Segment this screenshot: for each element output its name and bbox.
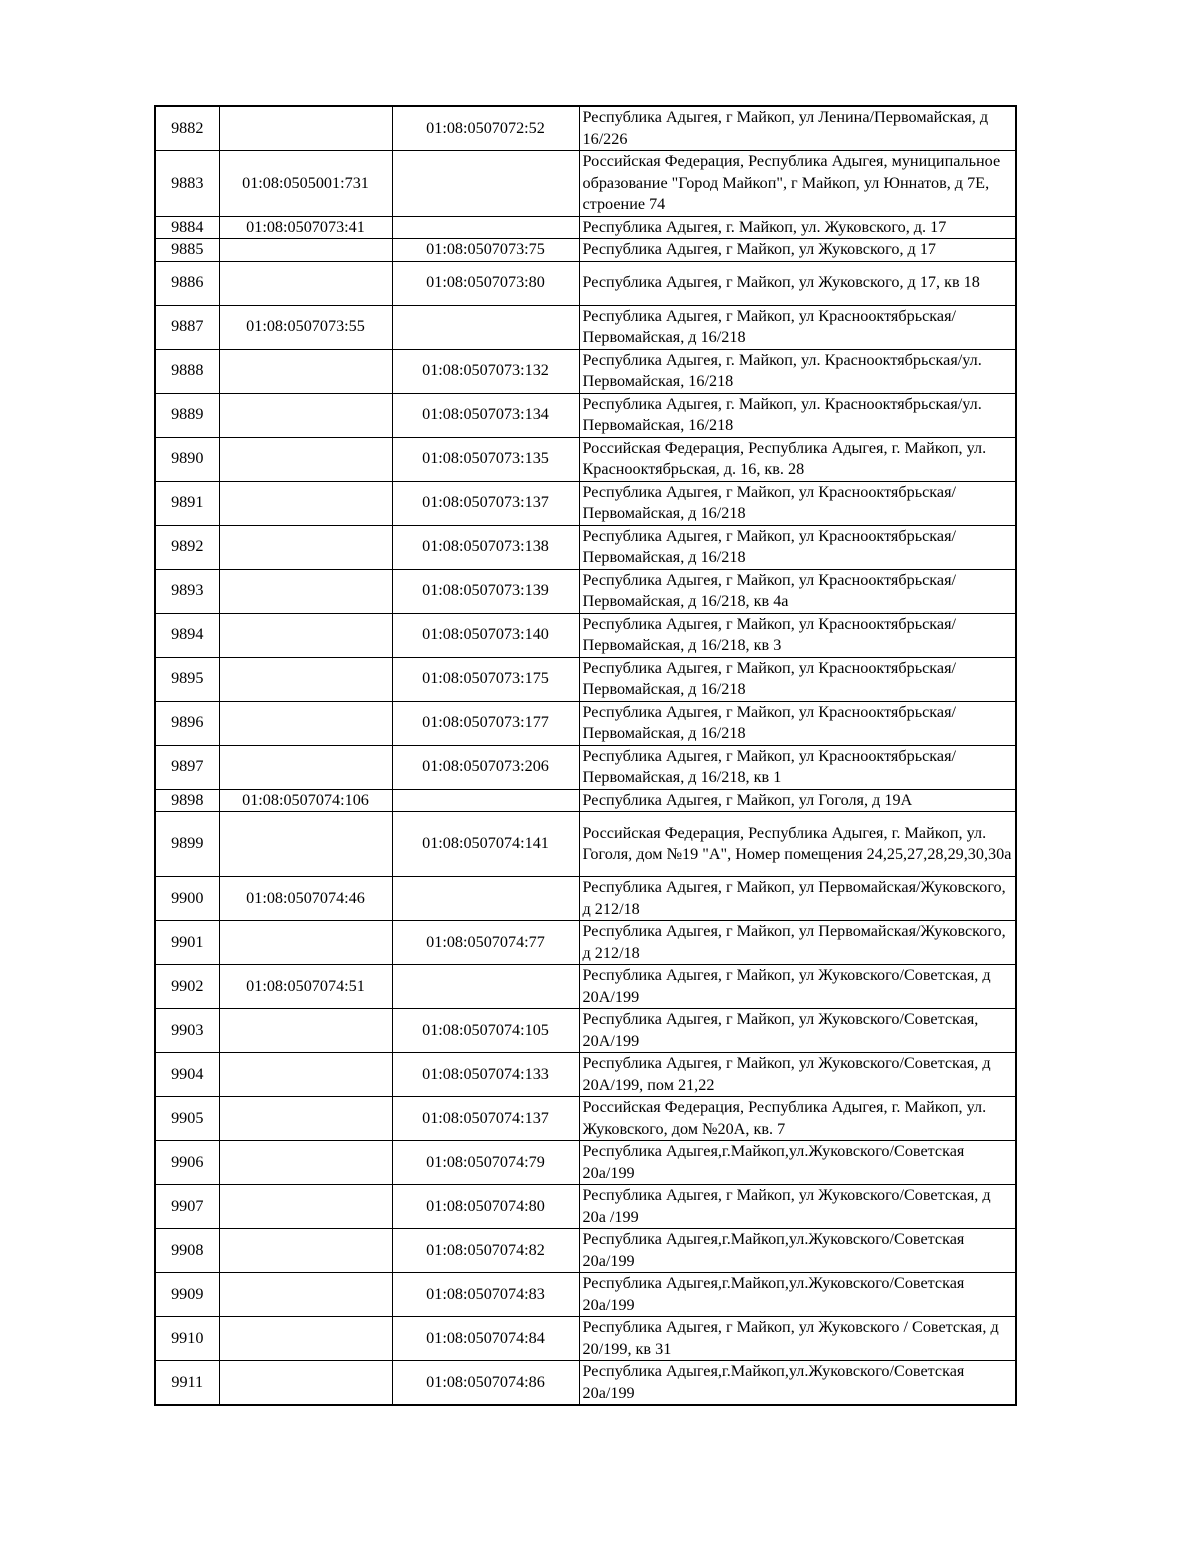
parcel-cadastral-number-cell: [219, 1097, 392, 1141]
table-row: [155, 569, 1016, 613]
parcel-cadastral-number-cell: 01:08:0507074:46: [219, 877, 392, 921]
object-cadastral-number-cell: [392, 151, 579, 217]
table-row: [155, 745, 1016, 789]
table-row: [155, 1317, 1016, 1361]
registry-table: [154, 105, 1017, 1406]
record-number-cell: 9890: [155, 437, 219, 481]
table-row: [155, 1361, 1016, 1406]
record-number-cell: 9894: [155, 613, 219, 657]
address-cell: Республика Адыгея, г Майкоп, ул Ленина/Первомайская, д 16/226: [579, 106, 1016, 151]
table-row: [155, 789, 1016, 812]
address-cell: Республика Адыгея, г Майкоп, ул Краснооктябрьская/Первомайская, д 16/218: [579, 481, 1016, 525]
address-cell: Республика Адыгея, г Майкоп, ул Краснооктябрьская/Первомайская, д 16/218: [579, 525, 1016, 569]
table-row: [155, 701, 1016, 745]
object-cadastral-number-cell: [392, 305, 579, 349]
record-number-cell: 9911: [155, 1361, 219, 1406]
record-number-cell: 9905: [155, 1097, 219, 1141]
object-cadastral-number-cell: 01:08:0507073:206: [392, 745, 579, 789]
table-row: [155, 393, 1016, 437]
address-cell: Республика Адыгея,г.Майкоп,ул.Жуковского/Советская 20а/199: [579, 1229, 1016, 1273]
object-cadastral-number-cell: 01:08:0507073:137: [392, 481, 579, 525]
object-cadastral-number-cell: [392, 216, 579, 239]
table-row: [155, 1053, 1016, 1097]
object-cadastral-number-cell: 01:08:0507073:132: [392, 349, 579, 393]
object-cadastral-number-cell: 01:08:0507073:80: [392, 261, 579, 305]
object-cadastral-number-cell: 01:08:0507074:141: [392, 812, 579, 877]
address-cell: Республика Адыгея, г Майкоп, ул Гоголя, д 19А: [579, 789, 1016, 812]
record-number-cell: 9893: [155, 569, 219, 613]
table-row: [155, 1009, 1016, 1053]
record-number-cell: 9896: [155, 701, 219, 745]
address-cell: Республика Адыгея,г.Майкоп,ул.Жуковского/Советская 20а/199: [579, 1141, 1016, 1185]
address-cell: Республика Адыгея, г Майкоп, ул Краснооктябрьская/Первомайская, д 16/218: [579, 305, 1016, 349]
parcel-cadastral-number-cell: [219, 481, 392, 525]
parcel-cadastral-number-cell: [219, 745, 392, 789]
object-cadastral-number-cell: 01:08:0507074:133: [392, 1053, 579, 1097]
object-cadastral-number-cell: 01:08:0507073:75: [392, 239, 579, 262]
parcel-cadastral-number-cell: [219, 1317, 392, 1361]
parcel-cadastral-number-cell: [219, 1185, 392, 1229]
parcel-cadastral-number-cell: [219, 239, 392, 262]
record-number-cell: 9907: [155, 1185, 219, 1229]
address-cell: Республика Адыгея,г.Майкоп,ул.Жуковского/Советская 20а/199: [579, 1273, 1016, 1317]
object-cadastral-number-cell: 01:08:0507074:137: [392, 1097, 579, 1141]
object-cadastral-number-cell: 01:08:0507074:86: [392, 1361, 579, 1406]
registry-table-body: [155, 106, 1016, 1405]
record-number-cell: 9888: [155, 349, 219, 393]
record-number-cell: 9900: [155, 877, 219, 921]
address-cell: Республика Адыгея, г Майкоп, ул Краснооктябрьская/Первомайская, д 16/218, кв 4а: [579, 569, 1016, 613]
parcel-cadastral-number-cell: 01:08:0507074:51: [219, 965, 392, 1009]
record-number-cell: 9903: [155, 1009, 219, 1053]
table-row: [155, 437, 1016, 481]
table-row: [155, 151, 1016, 217]
address-cell: Российская Федерация, Республика Адыгея, муниципальное образование "Город Майкоп", г Майкоп, ул Юннатов, д 7Е, строение 74: [579, 151, 1016, 217]
address-cell: Республика Адыгея, г Майкоп, ул Краснооктябрьская/Первомайская, д 16/218: [579, 657, 1016, 701]
object-cadastral-number-cell: 01:08:0507074:83: [392, 1273, 579, 1317]
object-cadastral-number-cell: 01:08:0507072:52: [392, 106, 579, 151]
record-number-cell: 9887: [155, 305, 219, 349]
parcel-cadastral-number-cell: [219, 701, 392, 745]
object-cadastral-number-cell: [392, 877, 579, 921]
object-cadastral-number-cell: [392, 965, 579, 1009]
parcel-cadastral-number-cell: [219, 437, 392, 481]
address-cell: Республика Адыгея, г Майкоп, ул Краснооктябрьская/Первомайская, д 16/218: [579, 701, 1016, 745]
object-cadastral-number-cell: 01:08:0507073:175: [392, 657, 579, 701]
table-row: [155, 965, 1016, 1009]
table-row: [155, 812, 1016, 877]
record-number-cell: 9906: [155, 1141, 219, 1185]
address-cell: Республика Адыгея, г Майкоп, ул Жуковского, д 17: [579, 239, 1016, 262]
object-cadastral-number-cell: 01:08:0507074:84: [392, 1317, 579, 1361]
table-row: [155, 613, 1016, 657]
parcel-cadastral-number-cell: [219, 1141, 392, 1185]
parcel-cadastral-number-cell: [219, 393, 392, 437]
record-number-cell: 9904: [155, 1053, 219, 1097]
object-cadastral-number-cell: 01:08:0507073:177: [392, 701, 579, 745]
parcel-cadastral-number-cell: [219, 613, 392, 657]
table-row: [155, 877, 1016, 921]
record-number-cell: 9897: [155, 745, 219, 789]
parcel-cadastral-number-cell: [219, 525, 392, 569]
record-number-cell: 9898: [155, 789, 219, 812]
address-cell: Республика Адыгея, г Майкоп, ул Первомайская/Жуковского, д 212/18: [579, 877, 1016, 921]
record-number-cell: 9886: [155, 261, 219, 305]
parcel-cadastral-number-cell: 01:08:0507074:106: [219, 789, 392, 812]
table-row: [155, 106, 1016, 151]
address-cell: Республика Адыгея, г. Майкоп, ул. Жуковского, д. 17: [579, 216, 1016, 239]
record-number-cell: 9909: [155, 1273, 219, 1317]
table-row: [155, 1229, 1016, 1273]
address-cell: Республика Адыгея, г. Майкоп, ул. Краснооктябрьская/ул. Первомайская, 16/218: [579, 349, 1016, 393]
object-cadastral-number-cell: 01:08:0507074:80: [392, 1185, 579, 1229]
table-row: [155, 1097, 1016, 1141]
record-number-cell: 9882: [155, 106, 219, 151]
address-cell: Республика Адыгея, г Майкоп, ул Краснооктябрьская/Первомайская, д 16/218, кв 1: [579, 745, 1016, 789]
address-cell: Республика Адыгея,г.Майкоп,ул.Жуковского/Советская 20а/199: [579, 1361, 1016, 1406]
record-number-cell: 9891: [155, 481, 219, 525]
object-cadastral-number-cell: 01:08:0507073:135: [392, 437, 579, 481]
address-cell: Республика Адыгея, г Майкоп, ул Краснооктябрьская/Первомайская, д 16/218, кв 3: [579, 613, 1016, 657]
record-number-cell: 9908: [155, 1229, 219, 1273]
record-number-cell: 9901: [155, 921, 219, 965]
parcel-cadastral-number-cell: 01:08:0507073:41: [219, 216, 392, 239]
record-number-cell: 9889: [155, 393, 219, 437]
table-row: [155, 239, 1016, 262]
address-cell: Республика Адыгея, г Майкоп, ул Первомайская/Жуковского, д 212/18: [579, 921, 1016, 965]
parcel-cadastral-number-cell: [219, 1009, 392, 1053]
record-number-cell: 9910: [155, 1317, 219, 1361]
table-row: [155, 1185, 1016, 1229]
object-cadastral-number-cell: 01:08:0507073:139: [392, 569, 579, 613]
address-cell: Республика Адыгея, г Майкоп, ул Жуковского/Советская, 20А/199: [579, 1009, 1016, 1053]
record-number-cell: 9902: [155, 965, 219, 1009]
table-row: [155, 349, 1016, 393]
address-cell: Республика Адыгея, г Майкоп, ул Жуковского/Советская, д 20а /199: [579, 1185, 1016, 1229]
parcel-cadastral-number-cell: [219, 261, 392, 305]
address-cell: Республика Адыгея, г Майкоп, ул Жуковского / Советская, д 20/199, кв 31: [579, 1317, 1016, 1361]
parcel-cadastral-number-cell: 01:08:0507073:55: [219, 305, 392, 349]
address-cell: Российская Федерация, Республика Адыгея, г. Майкоп, ул. Жуковского, дом №20А, кв. 7: [579, 1097, 1016, 1141]
address-cell: Российская Федерация, Республика Адыгея, г. Майкоп, ул. Гоголя, дом №19 "А", Номер помещения 24,25,27,28,29,30,30а: [579, 812, 1016, 877]
table-row: [155, 921, 1016, 965]
record-number-cell: 9899: [155, 812, 219, 877]
object-cadastral-number-cell: 01:08:0507073:138: [392, 525, 579, 569]
object-cadastral-number-cell: [392, 789, 579, 812]
object-cadastral-number-cell: 01:08:0507074:82: [392, 1229, 579, 1273]
record-number-cell: 9885: [155, 239, 219, 262]
parcel-cadastral-number-cell: [219, 1273, 392, 1317]
table-row: [155, 261, 1016, 305]
object-cadastral-number-cell: 01:08:0507073:140: [392, 613, 579, 657]
address-cell: Республика Адыгея, г Майкоп, ул Жуковского, д 17, кв 18: [579, 261, 1016, 305]
parcel-cadastral-number-cell: [219, 349, 392, 393]
record-number-cell: 9892: [155, 525, 219, 569]
table-row: [155, 657, 1016, 701]
address-cell: Республика Адыгея, г Майкоп, ул Жуковского/Советская, д 20А/199, пом 21,22: [579, 1053, 1016, 1097]
table-row: [155, 216, 1016, 239]
parcel-cadastral-number-cell: [219, 921, 392, 965]
record-number-cell: 9895: [155, 657, 219, 701]
parcel-cadastral-number-cell: [219, 1229, 392, 1273]
parcel-cadastral-number-cell: [219, 657, 392, 701]
parcel-cadastral-number-cell: [219, 106, 392, 151]
table-row: [155, 1141, 1016, 1185]
address-cell: Российская Федерация, Республика Адыгея, г. Майкоп, ул. Краснооктябрьская, д. 16, кв. 28: [579, 437, 1016, 481]
object-cadastral-number-cell: 01:08:0507074:79: [392, 1141, 579, 1185]
parcel-cadastral-number-cell: [219, 812, 392, 877]
table-row: [155, 305, 1016, 349]
address-cell: Республика Адыгея, г. Майкоп, ул. Краснооктябрьская/ул. Первомайская, 16/218: [579, 393, 1016, 437]
parcel-cadastral-number-cell: [219, 569, 392, 613]
object-cadastral-number-cell: 01:08:0507074:77: [392, 921, 579, 965]
table-row: [155, 1273, 1016, 1317]
table-row: [155, 481, 1016, 525]
object-cadastral-number-cell: 01:08:0507073:134: [392, 393, 579, 437]
object-cadastral-number-cell: 01:08:0507074:105: [392, 1009, 579, 1053]
parcel-cadastral-number-cell: [219, 1361, 392, 1406]
parcel-cadastral-number-cell: [219, 1053, 392, 1097]
record-number-cell: 9884: [155, 216, 219, 239]
record-number-cell: 9883: [155, 151, 219, 217]
parcel-cadastral-number-cell: 01:08:0505001:731: [219, 151, 392, 217]
address-cell: Республика Адыгея, г Майкоп, ул Жуковского/Советская, д 20А/199: [579, 965, 1016, 1009]
table-row: [155, 525, 1016, 569]
